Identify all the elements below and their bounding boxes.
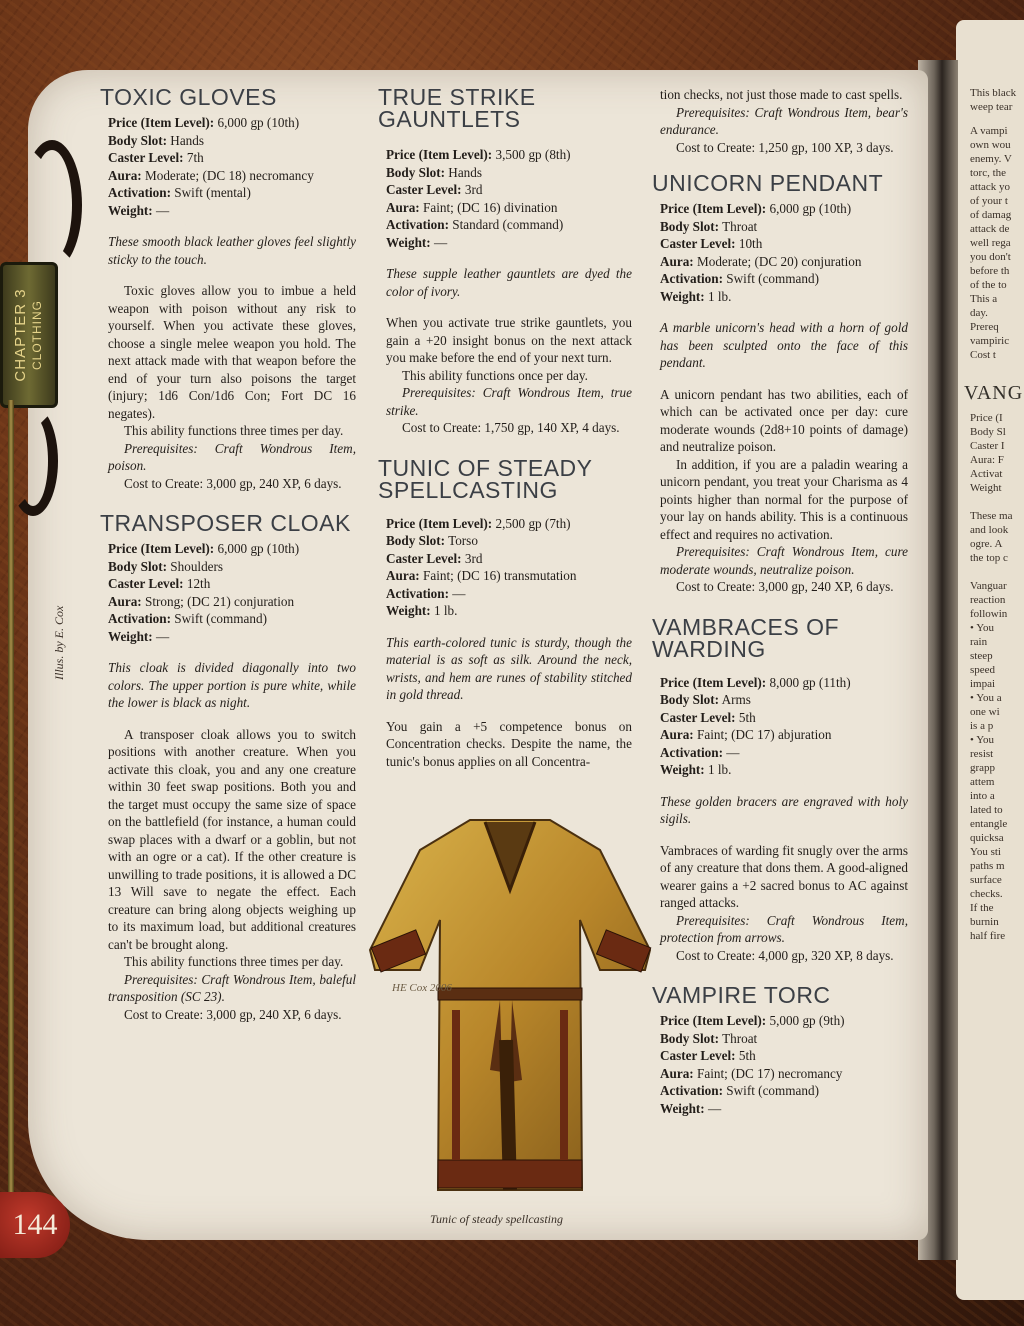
uses-text: This ability functions three times per day. [124,423,344,438]
stat-caster-level: Caster Level: 3rd [386,182,483,197]
facing-text-line: into a [970,790,995,802]
facing-text-line: lated to [970,804,1003,816]
artist-signature: HE Cox 2006 [392,982,452,994]
prerequisites: Prerequisites: Craft Wondrous Item, baleful transposition (SC 23). [108,971,356,1004]
stat-price: Price (Item Level): 6,000 gp (10th) [660,201,852,216]
cost-to-create: Cost to Create: 3,000 gp, 240 XP, 6 days. [124,1006,342,1022]
prerequisites: Prerequisites: Craft Wondrous Item, poison. [108,440,356,473]
stat-price: Price (Item Level): 2,500 gp (7th) [386,515,571,531]
description: A unicorn pendant has two abilities, each of which can be activated once per day: cure moderate wounds (2d8+10 points of damage) and neutralize poison. [660,386,908,454]
flavor-text: This cloak is divided diagonally into two colors. The upper portion is pure white, while the lower is black as night. [108,660,356,710]
stat-activation: Activation: Swift (command) [108,611,267,626]
stat-caster-level: Caster Level: 12th [108,576,211,591]
uses-text: This ability functions once per day. [402,367,588,383]
facing-text-line: is a p [970,720,994,732]
facing-text-line: attack yo [970,181,1011,193]
description: You gain a +5 competence bonus on Concentration checks. Despite the name, the tunic's bonus applies on all Concentra- [386,718,632,769]
facing-text-line: Vanguar [970,580,1007,592]
facing-text-line: you don't [970,251,1011,263]
facing-text-line: and look [970,524,1009,536]
flavor-text: These supple leather gauntlets are dyed the color of ivory. [386,266,632,299]
stat-price: Price (Item Level): 5,000 gp (9th) [660,1013,845,1028]
thorn-ornament [22,140,82,270]
facing-text-line: • You [970,622,995,634]
chapter-tab[interactable] [0,262,58,408]
stat-body-slot: Body Slot: Torso [386,533,478,548]
stat-caster-level: Caster Level: 7th [108,150,204,165]
facing-text-line: This a [970,293,998,305]
illustration-credit: Illus. by E. Cox [52,605,66,680]
facing-text-line: ogre. A [970,538,1003,550]
cost-to-create: Cost to Create: 1,250 gp, 100 XP, 3 days. [676,139,894,155]
stat-activation: Activation: Swift (command) [660,1083,819,1098]
cost-to-create: Cost to Create: 1,750 gp, 140 XP, 4 days. [402,420,620,435]
chapter-number: CHAPTER 3 [12,288,29,382]
facing-text-line: of your t [970,195,1008,207]
prerequisites: Prerequisites: Craft Wondrous Item, cure moderate wounds, neutralize poison. [660,544,908,577]
spear-ornament [8,400,14,1220]
cost-to-create: Cost to Create: 3,000 gp, 240 XP, 6 days. [124,475,342,491]
facing-text-line: attem [970,776,995,788]
facing-text-line: quicksa [970,832,1004,844]
stat-aura: Aura: Moderate; (DC 18) necromancy [108,167,314,183]
stat-price: Price (Item Level): 3,500 gp (8th) [386,147,571,162]
facing-text-line: resist [970,748,994,760]
facing-page [956,20,1024,1300]
tunic-illustration [360,810,660,1210]
stat-weight: Weight: — [108,628,170,644]
facing-text-line: own wou [970,139,1011,151]
facing-text-line: If the [970,902,994,914]
facing-text-line: A vampi [970,125,1008,137]
facing-text-line: Prereq [970,321,999,333]
column-2 [378,84,632,770]
facing-text-line: vampiric [970,335,1010,347]
column-1 [100,84,356,1023]
illustration-caption: Tunic of steady spellcasting [430,1212,563,1226]
prerequisites: Prerequisites: Craft Wondrous Item, bear's endurance. [660,104,908,137]
facing-text-line: checks. [970,888,1003,900]
facing-text-line: burnin [970,916,999,928]
item-title: TRANSPOSER CLOAK [100,510,351,536]
facing-text-line: Weight [970,482,1002,494]
flavor-text: These smooth black leather gloves feel slightly sticky to the touch. [108,234,356,267]
item-title: UNICORN PENDANT [652,170,884,196]
item-title: TOXIC GLOVES [100,84,277,110]
stat-body-slot: Body Slot: Hands [108,132,204,148]
facing-text-line: You sti [970,846,1001,858]
cost-to-create: Cost to Create: 3,000 gp, 240 XP, 6 days. [676,579,894,594]
facing-text-line: weep tear [970,101,1013,113]
stat-activation: Activation: Swift (command) [660,271,819,286]
facing-text-line: • You [970,734,995,746]
stat-activation: Activation: — [386,585,466,601]
stat-caster-level: Caster Level: 5th [660,709,756,725]
facing-text-line: attack de [970,223,1010,235]
facing-text-line: Aura: F [970,454,1004,466]
facing-text-line: one wi [970,706,1000,718]
facing-text-line: Cost t [970,349,996,361]
stat-activation: Activation: Swift (mental) [108,185,251,200]
item-title: VAMPIRE TORC [652,982,831,1008]
description: A transposer cloak allows you to switch positions with another creature. When you activate this cloak, you and any one creature within 30 feet swap positions. Both you and the target must occupy the same size of space on the battlefield (for instance, a human could swap places with a dwarf or a goblin, but not with an ogre or a cat). If the other creature is unwilling to trade positions, it is allowed a DC 13 Will save to negate the effect. Each creature can bring along objects weighing up to its maximum load, but additional creatures can't be brought along. [108,726,356,952]
stat-caster-level: Caster Level: 5th [660,1048,756,1063]
uses-text: This ability functions three times per day. [124,954,344,969]
stat-weight: Weight: — [108,202,170,218]
description: Vambraces of warding fit snugly over the arms of any creature that dons them. A good-aligned wearer gains a +2 sacred bonus to AC against ranged attacks. [660,842,908,910]
description-paladin: In addition, if you are a paladin wearing a unicorn pendant, you treat your Charisma as 4 points higher than normal for the purpose of your lay on hands ability. This is a continuous effect and requires no activation. [660,456,908,542]
facing-text-line: Caster I [970,440,1005,452]
facing-text-line: before th [970,265,1010,277]
stat-weight: Weight: — [660,1100,722,1116]
cost-to-create: Cost to Create: 4,000 gp, 320 XP, 8 days. [676,947,894,963]
facing-text-line: rain [970,636,988,648]
facing-text-line: half fire [970,930,1006,942]
stat-aura: Aura: Moderate; (DC 20) conjuration [660,253,862,269]
flavor-text: This earth-colored tunic is sturdy, though the material is as soft as silk. Around the neck, wrists, and hem are runes of stability stitched in gold thread. [386,634,632,702]
stat-body-slot: Body Slot: Arms [660,692,751,707]
facing-text-line: Activat [970,468,1003,480]
item-title: TUNIC OF STEADY SPELLCASTING [378,454,593,503]
facing-text-line: Price (I [970,412,1003,424]
stat-body-slot: Body Slot: Throat [660,1030,758,1046]
facing-text-line: entangle [970,818,1008,830]
stat-body-slot: Body Slot: Hands [386,164,482,180]
facing-text-line: speed [970,664,996,676]
stat-aura: Aura: Strong; (DC 21) conjuration [108,593,295,609]
facing-text-line: reaction [970,594,1006,606]
flavor-text: These golden bracers are engraved with holy sigils. [660,793,908,826]
facing-text-line: paths m [970,860,1005,872]
stat-activation: Activation: — [660,744,740,760]
column-3 [652,86,908,1117]
facing-text-line: torc, the [970,167,1007,179]
prerequisites: Prerequisites: Craft Wondrous Item, protection from arrows. [660,912,908,945]
stat-price: Price (Item Level): 6,000 gp (10th) [108,115,300,130]
stat-aura: Aura: Faint; (DC 16) transmutation [386,568,577,583]
description-continued: tion checks, not just those made to cast spells. [660,87,903,102]
chapter-title: CLOTHING [30,300,44,371]
stat-weight: Weight: — [386,234,448,250]
description: Toxic gloves allow you to imbue a held weapon with poison without any risk to yourself. When you activate these gloves, choose a single melee weapon you hold. The next attack made with that weapon before the end of your turn also poisons the target (injury; 1d6 Con/1d6 Con; Fort DC 16 negates). [108,283,356,421]
facing-text-line: of damag [970,209,1012,221]
facing-text-line: followin [970,608,1008,620]
stat-activation: Activation: Standard (command) [386,217,564,232]
stat-caster-level: Caster Level: 10th [660,236,763,251]
stat-body-slot: Body Slot: Throat [660,218,758,234]
facing-text-line: steep [970,650,993,662]
facing-text-line: This black [970,87,1017,99]
stat-price: Price (Item Level): 8,000 gp (11th) [660,674,851,690]
facing-text-line: grapp [970,762,996,774]
facing-text-line: Body Sl [970,426,1006,438]
item-title: TRUE STRIKE GAUNTLETS [378,84,536,132]
stat-body-slot: Body Slot: Shoulders [108,558,224,574]
facing-heading: VANG [964,382,1024,404]
stat-aura: Aura: Faint; (DC 17) necromancy [660,1065,843,1081]
stat-aura: Aura: Faint; (DC 17) abjuration [660,727,832,742]
stat-weight: Weight: 1 lb. [386,603,458,618]
item-title: VAMBRACES OF WARDING [652,613,840,662]
facing-text-line: enemy. V [970,153,1012,165]
stat-aura: Aura: Faint; (DC 16) divination [386,199,558,215]
description: When you activate true strike gauntlets, you gain a +20 insight bonus on the next attack you make before the end of your next turn. [386,315,632,365]
facing-text-line: of the to [970,279,1007,291]
facing-text-line: surface [970,874,1002,886]
facing-text-line: the top c [970,552,1008,564]
thorn-ornament [8,406,58,516]
stat-weight: Weight: 1 lb. [660,288,732,304]
stat-weight: Weight: 1 lb. [660,762,732,777]
facing-text-line: impai [970,678,996,690]
facing-text-line: • You a [970,692,1002,704]
flavor-text: A marble unicorn's head with a horn of gold has been sculpted onto the face of this pendant. [660,320,908,370]
stat-price: Price (Item Level): 6,000 gp (10th) [108,541,300,556]
facing-text-line: well rega [970,237,1011,249]
page-number: 144 [0,1192,70,1258]
facing-text-line: These ma [970,510,1013,522]
stat-caster-level: Caster Level: 3rd [386,550,483,566]
facing-text-line: day. [970,307,988,319]
prerequisites: Prerequisites: Craft Wondrous Item, true strike. [386,385,632,418]
